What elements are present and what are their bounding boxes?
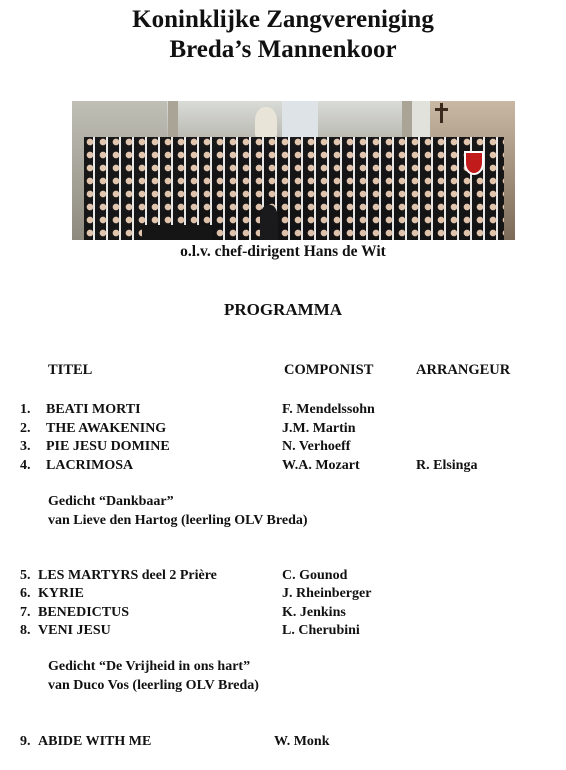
item-title: PIE JESU DOMINE: [46, 439, 170, 454]
choir-photo: [72, 101, 515, 240]
item-composer: J. Rheinberger: [282, 586, 372, 601]
item-title: KYRIE: [38, 586, 84, 601]
item-composer: W. Monk: [274, 734, 330, 749]
item-composer: N. Verhoeff: [282, 439, 351, 454]
item-arranger: R. Elsinga: [416, 458, 478, 473]
column-header-composer: COMPONIST: [284, 362, 374, 378]
item-number: 8.: [20, 623, 31, 638]
column-header-arranger: ARRANGEUR: [416, 362, 511, 378]
photo-statue: [255, 107, 277, 137]
poem-2-title: Gedicht “De Vrijheid in ons hart”: [48, 659, 251, 674]
item-title: THE AWAKENING: [46, 421, 167, 436]
item-title: VENI JESU: [38, 623, 111, 638]
item-composer: J.M. Martin: [282, 421, 356, 436]
photo-banner-shield: [464, 151, 484, 175]
item-title: LACRIMOSA: [46, 458, 134, 473]
item-number: 5.: [20, 568, 31, 583]
item-composer: W.A. Mozart: [282, 458, 360, 473]
item-composer: C. Gounod: [282, 568, 348, 583]
item-number: 4.: [20, 458, 31, 473]
item-title: LES MARTYRS deel 2 Prière: [38, 568, 217, 583]
photo-window: [282, 101, 318, 141]
item-number: 9.: [20, 734, 31, 749]
item-composer: L. Cherubini: [282, 623, 360, 638]
item-number: 3.: [20, 439, 31, 454]
poem-2-author: van Duco Vos (leerling OLV Breda): [48, 678, 259, 693]
item-number: 7.: [20, 605, 31, 620]
item-number: 6.: [20, 586, 31, 601]
item-composer: K. Jenkins: [282, 605, 346, 620]
photo-piano: [142, 225, 212, 240]
conductor-line: o.l.v. chef-dirigent Hans de Wit: [180, 243, 386, 260]
title-line-2: Breda’s Mannenkoor: [169, 36, 397, 63]
item-title: ABIDE WITH ME: [38, 734, 152, 749]
program-heading: PROGRAMMA: [223, 300, 343, 319]
photo-conductor: [260, 205, 278, 240]
title-line-1: Koninklijke Zangvereniging: [132, 6, 434, 33]
item-title: BEATI MORTI: [46, 402, 141, 417]
item-number: 1.: [20, 402, 31, 417]
column-header-title: TITEL: [48, 362, 93, 378]
item-composer: F. Mendelssohn: [282, 402, 375, 417]
poem-1-author: van Lieve den Hartog (leerling OLV Breda): [48, 513, 308, 528]
item-number: 2.: [20, 421, 31, 436]
item-title: BENEDICTUS: [38, 605, 130, 620]
photo-crucifix: [440, 103, 443, 123]
poem-1-title: Gedicht “Dankbaar”: [48, 494, 174, 509]
